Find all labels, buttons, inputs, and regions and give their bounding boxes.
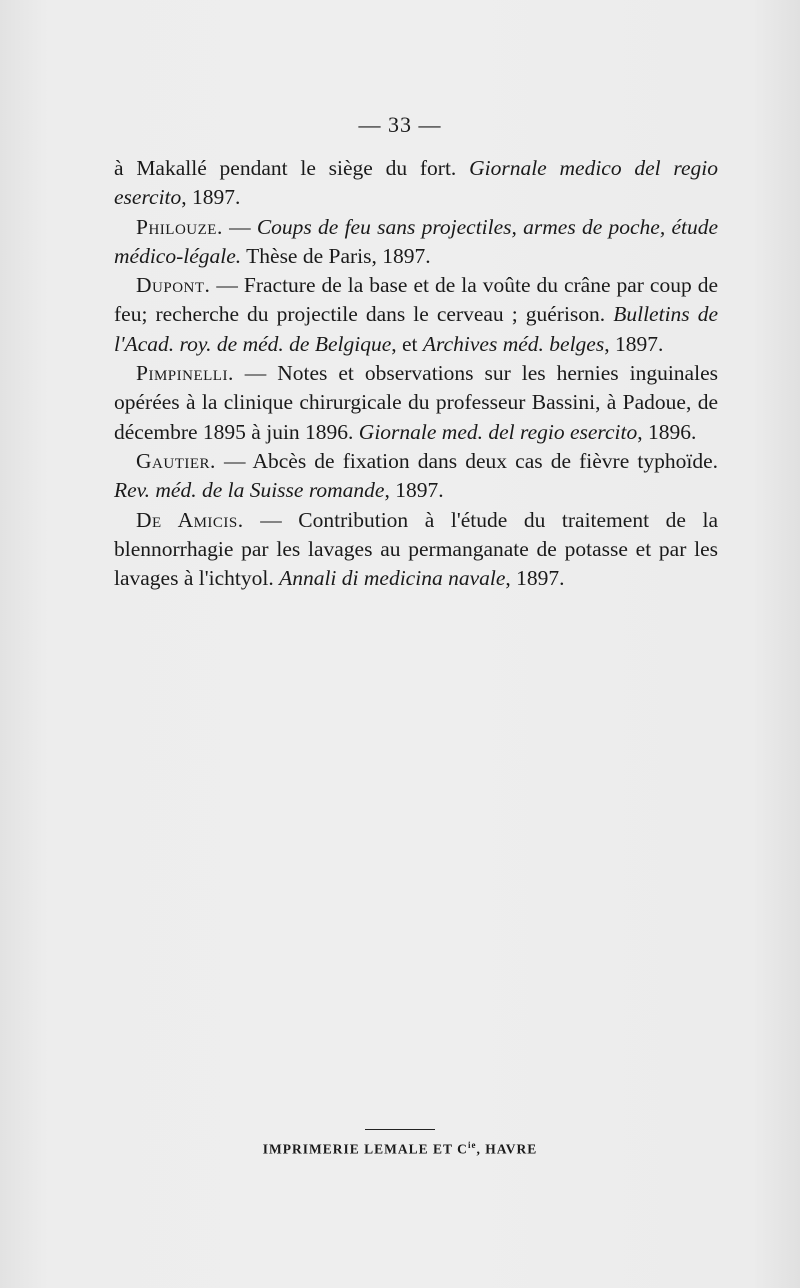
entry-text: , 1896. [637,419,697,444]
footer-rule [365,1129,435,1130]
bibliography-entry [114,271,718,359]
entry-text: — Contribution à l'étude du traitement de la blennorrhagie par les lavages au permanganate de potasse et par les lavages à l'ichtyol. [114,507,718,591]
bibliography-entry [114,213,718,272]
entry-title-italic: Coups de feu sans projectiles, armes de poche, étude médico-légale. [114,214,719,268]
entry-title-italic: Archives méd. belges [422,331,605,356]
entry-author: Gautier. [136,448,216,473]
entry-title-italic: Rev. méd. de la Suisse romande [114,478,385,503]
colophon-superscript: ie [467,1140,477,1150]
entry-text: , 1897. [384,478,444,503]
entry-text: , 1897. [604,331,664,356]
entry-text: — [222,214,257,239]
entry-title-italic: Giornale medico del regio esercito [114,156,718,210]
bibliography-entry [114,154,718,213]
entry-text: Thèse de Paris, 1897. [241,243,431,268]
entry-title-italic: Annali di medicina navale [279,566,506,591]
bleed-through-texture [100,600,720,1160]
bibliography-entry [114,506,718,594]
entry-author: Philouze. [136,214,223,239]
entry-text: , 1897. [181,185,241,210]
entry-text: , 1897. [505,566,565,591]
colophon-tail: , HAVRE [476,1141,538,1157]
entry-text: à Makallé pendant le siège du fort. [114,156,470,180]
entry-author: Pimpinelli. [136,361,234,386]
entry-text: , et [391,331,423,356]
entry-title-italic: Giornale med. del regio esercito [358,419,638,444]
entry-author: Dupont. [136,273,211,298]
entry-text: — Notes et observations sur les hernies inguinales opérées à la clinique chirurgicale du professeur Bassini, à Padoue, de décembre 1895 à juin 1896. [114,361,718,444]
entry-text: — Abcès de fixation dans deux cas de fièvre typhoïde. [215,448,718,473]
entry-title-italic: Bulletins de l'Acad. roy. de méd. de Belgique [114,302,718,356]
bibliography-entry [114,359,718,447]
entry-author: De Amicis. [136,507,244,532]
bibliography-text [114,154,718,593]
colophon-text: IMPRIMERIE LEMALE ET C [262,1141,468,1157]
printer-colophon [0,1140,800,1158]
entry-text: — Fracture de la base et de la voûte du crâne par coup de feu; recherche du projectile dans le cerveau ; guérison. [114,273,718,327]
bibliography-entry [114,447,718,506]
page-number: — 33 — [358,112,442,137]
